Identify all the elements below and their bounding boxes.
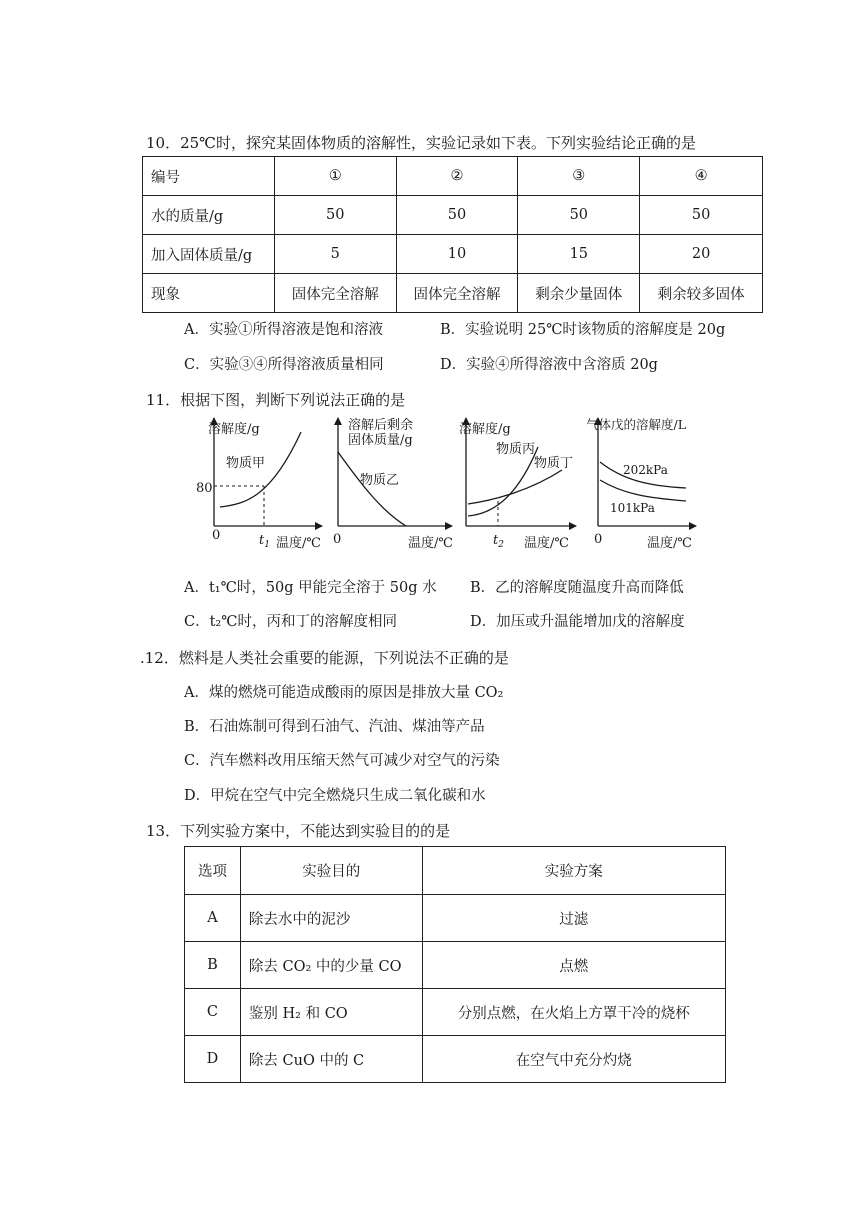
q10-option-c: C．实验③④所得溶液质量相同: [184, 357, 384, 373]
q10-option-b: B．实验说明 25℃时该物质的溶解度是 20g: [440, 322, 726, 338]
table-cell: 鉴别 H₂ 和 CO: [240, 989, 422, 1036]
axis-label: 温度/℃: [408, 536, 453, 551]
x-mark-label: $t_1$: [259, 533, 270, 550]
q11-option-a: A．t₁℃时，50g 甲能完全溶于 50g 水: [184, 580, 437, 596]
q11-option-d: D．加压或升温能增加戊的溶解度: [470, 614, 685, 630]
table-header-cell: 实验方案: [422, 847, 725, 895]
table-row: [185, 942, 726, 989]
table-row: [143, 235, 763, 274]
curve-yi: [338, 452, 406, 526]
axis-label: 溶解度/g: [459, 422, 511, 437]
solubility-graph-jia: [196, 412, 336, 557]
q10-option-d: D．实验④所得溶液中含溶质 20g: [440, 357, 658, 373]
table-cell: 水的质量/g: [143, 196, 275, 235]
table-cell: ②: [396, 157, 518, 196]
table-cell: 编号: [143, 157, 275, 196]
table-cell: 固体完全溶解: [396, 274, 518, 313]
y-value-label: 80: [196, 481, 213, 496]
q12-stem: .12．燃料是人类社会重要的能源，下列说法不正确的是: [140, 649, 509, 667]
origin-label: 0: [333, 532, 342, 547]
table-header-cell: 选项: [185, 847, 241, 895]
table-cell: 除去水中的泥沙: [240, 895, 422, 942]
curve-label: 物质甲: [226, 456, 266, 471]
q13-table: [184, 846, 726, 1083]
table-row: [143, 274, 763, 313]
axis-label: 温度/℃: [276, 536, 321, 551]
origin-label: 0: [594, 532, 603, 547]
table-cell: 20: [640, 235, 763, 274]
table-cell: B: [185, 942, 241, 989]
table-cell: ③: [518, 157, 640, 196]
origin-label: 0: [212, 528, 221, 543]
gas-solubility-graph-wu: [588, 412, 708, 557]
q11-stem: 11．根据下图，判断下列说法正确的是: [146, 391, 406, 409]
table-cell: 除去 CO₂ 中的少量 CO: [240, 942, 422, 989]
q13-stem: 13．下列实验方案中，不能达到实验目的的是: [146, 822, 451, 840]
residue-graph-yi: [328, 412, 468, 557]
q12-option-c: C．汽车燃料改用压缩天然气可减少对空气的污染: [184, 753, 500, 769]
solubility-graph-bing-ding: [456, 412, 586, 557]
table-cell: 剩余较多固体: [640, 274, 763, 313]
axis-label: 溶解度/g: [208, 422, 260, 437]
axis-label: 温度/℃: [524, 536, 569, 551]
table-cell: 15: [518, 235, 640, 274]
table-cell: D: [185, 1036, 241, 1083]
table-cell: ①: [274, 157, 396, 196]
curve-label: 物质丁: [534, 456, 574, 471]
table-cell: 50: [396, 196, 518, 235]
table-header-cell: 实验目的: [240, 847, 422, 895]
q10-option-a: A．实验①所得溶液是饱和溶液: [184, 322, 383, 338]
q10-table: [142, 156, 763, 313]
q10-stem: 10．25℃时，探究某固体物质的溶解性，实验记录如下表。下列实验结论正确的是: [146, 134, 696, 152]
table-cell: C: [185, 989, 241, 1036]
curve-ding: [468, 470, 562, 504]
table-cell: 10: [396, 235, 518, 274]
curve-101kpa: [600, 480, 686, 501]
q11-option-c: C．t₂℃时，丙和丁的溶解度相同: [184, 614, 397, 630]
table-cell: 过滤: [422, 895, 725, 942]
table-row: [185, 989, 726, 1036]
table-cell: A: [185, 895, 241, 942]
curve-label: 物质丙: [496, 442, 536, 457]
curve-label: 202kPa: [623, 463, 668, 477]
curve-bing: [468, 447, 538, 516]
q12-option-b: B．石油炼制可得到石油气、汽油、煤油等产品: [184, 719, 485, 735]
curve-label: 物质乙: [360, 473, 400, 488]
table-cell: 在空气中充分灼烧: [422, 1036, 725, 1083]
table-cell: ④: [640, 157, 763, 196]
table-cell: 现象: [143, 274, 275, 313]
q11-option-b: B．乙的溶解度随温度升高而降低: [470, 580, 684, 596]
table-row: [143, 157, 763, 196]
table-row: [185, 895, 726, 942]
table-cell: 50: [274, 196, 396, 235]
q12-option-a: A．煤的燃烧可能造成酸雨的原因是排放大量 CO₂: [184, 685, 504, 701]
table-row: [185, 1036, 726, 1083]
q12-option-d: D．甲烷在空气中完全燃烧只生成二氧化碳和水: [184, 788, 486, 804]
table-cell: 点燃: [422, 942, 725, 989]
x-mark-label: $t_2$: [493, 533, 504, 550]
curve-label: 101kPa: [610, 501, 655, 515]
table-cell: 固体完全溶解: [274, 274, 396, 313]
table-row: [143, 196, 763, 235]
table-cell: 除去 CuO 中的 C: [240, 1036, 422, 1083]
table-header-row: [185, 847, 726, 895]
table-cell: 加入固体质量/g: [143, 235, 275, 274]
axis-label: 气体戊的溶解度/L: [586, 417, 687, 432]
axis-label: 温度/℃: [647, 536, 692, 551]
axis-label: 溶解后剩余: [348, 418, 414, 433]
table-cell: 剩余少量固体: [518, 274, 640, 313]
axis-label: 固体质量/g: [348, 433, 413, 448]
table-cell: 50: [640, 196, 763, 235]
table-cell: 50: [518, 196, 640, 235]
table-cell: 5: [274, 235, 396, 274]
table-cell: 分别点燃，在火焰上方罩干冷的烧杯: [422, 989, 725, 1036]
